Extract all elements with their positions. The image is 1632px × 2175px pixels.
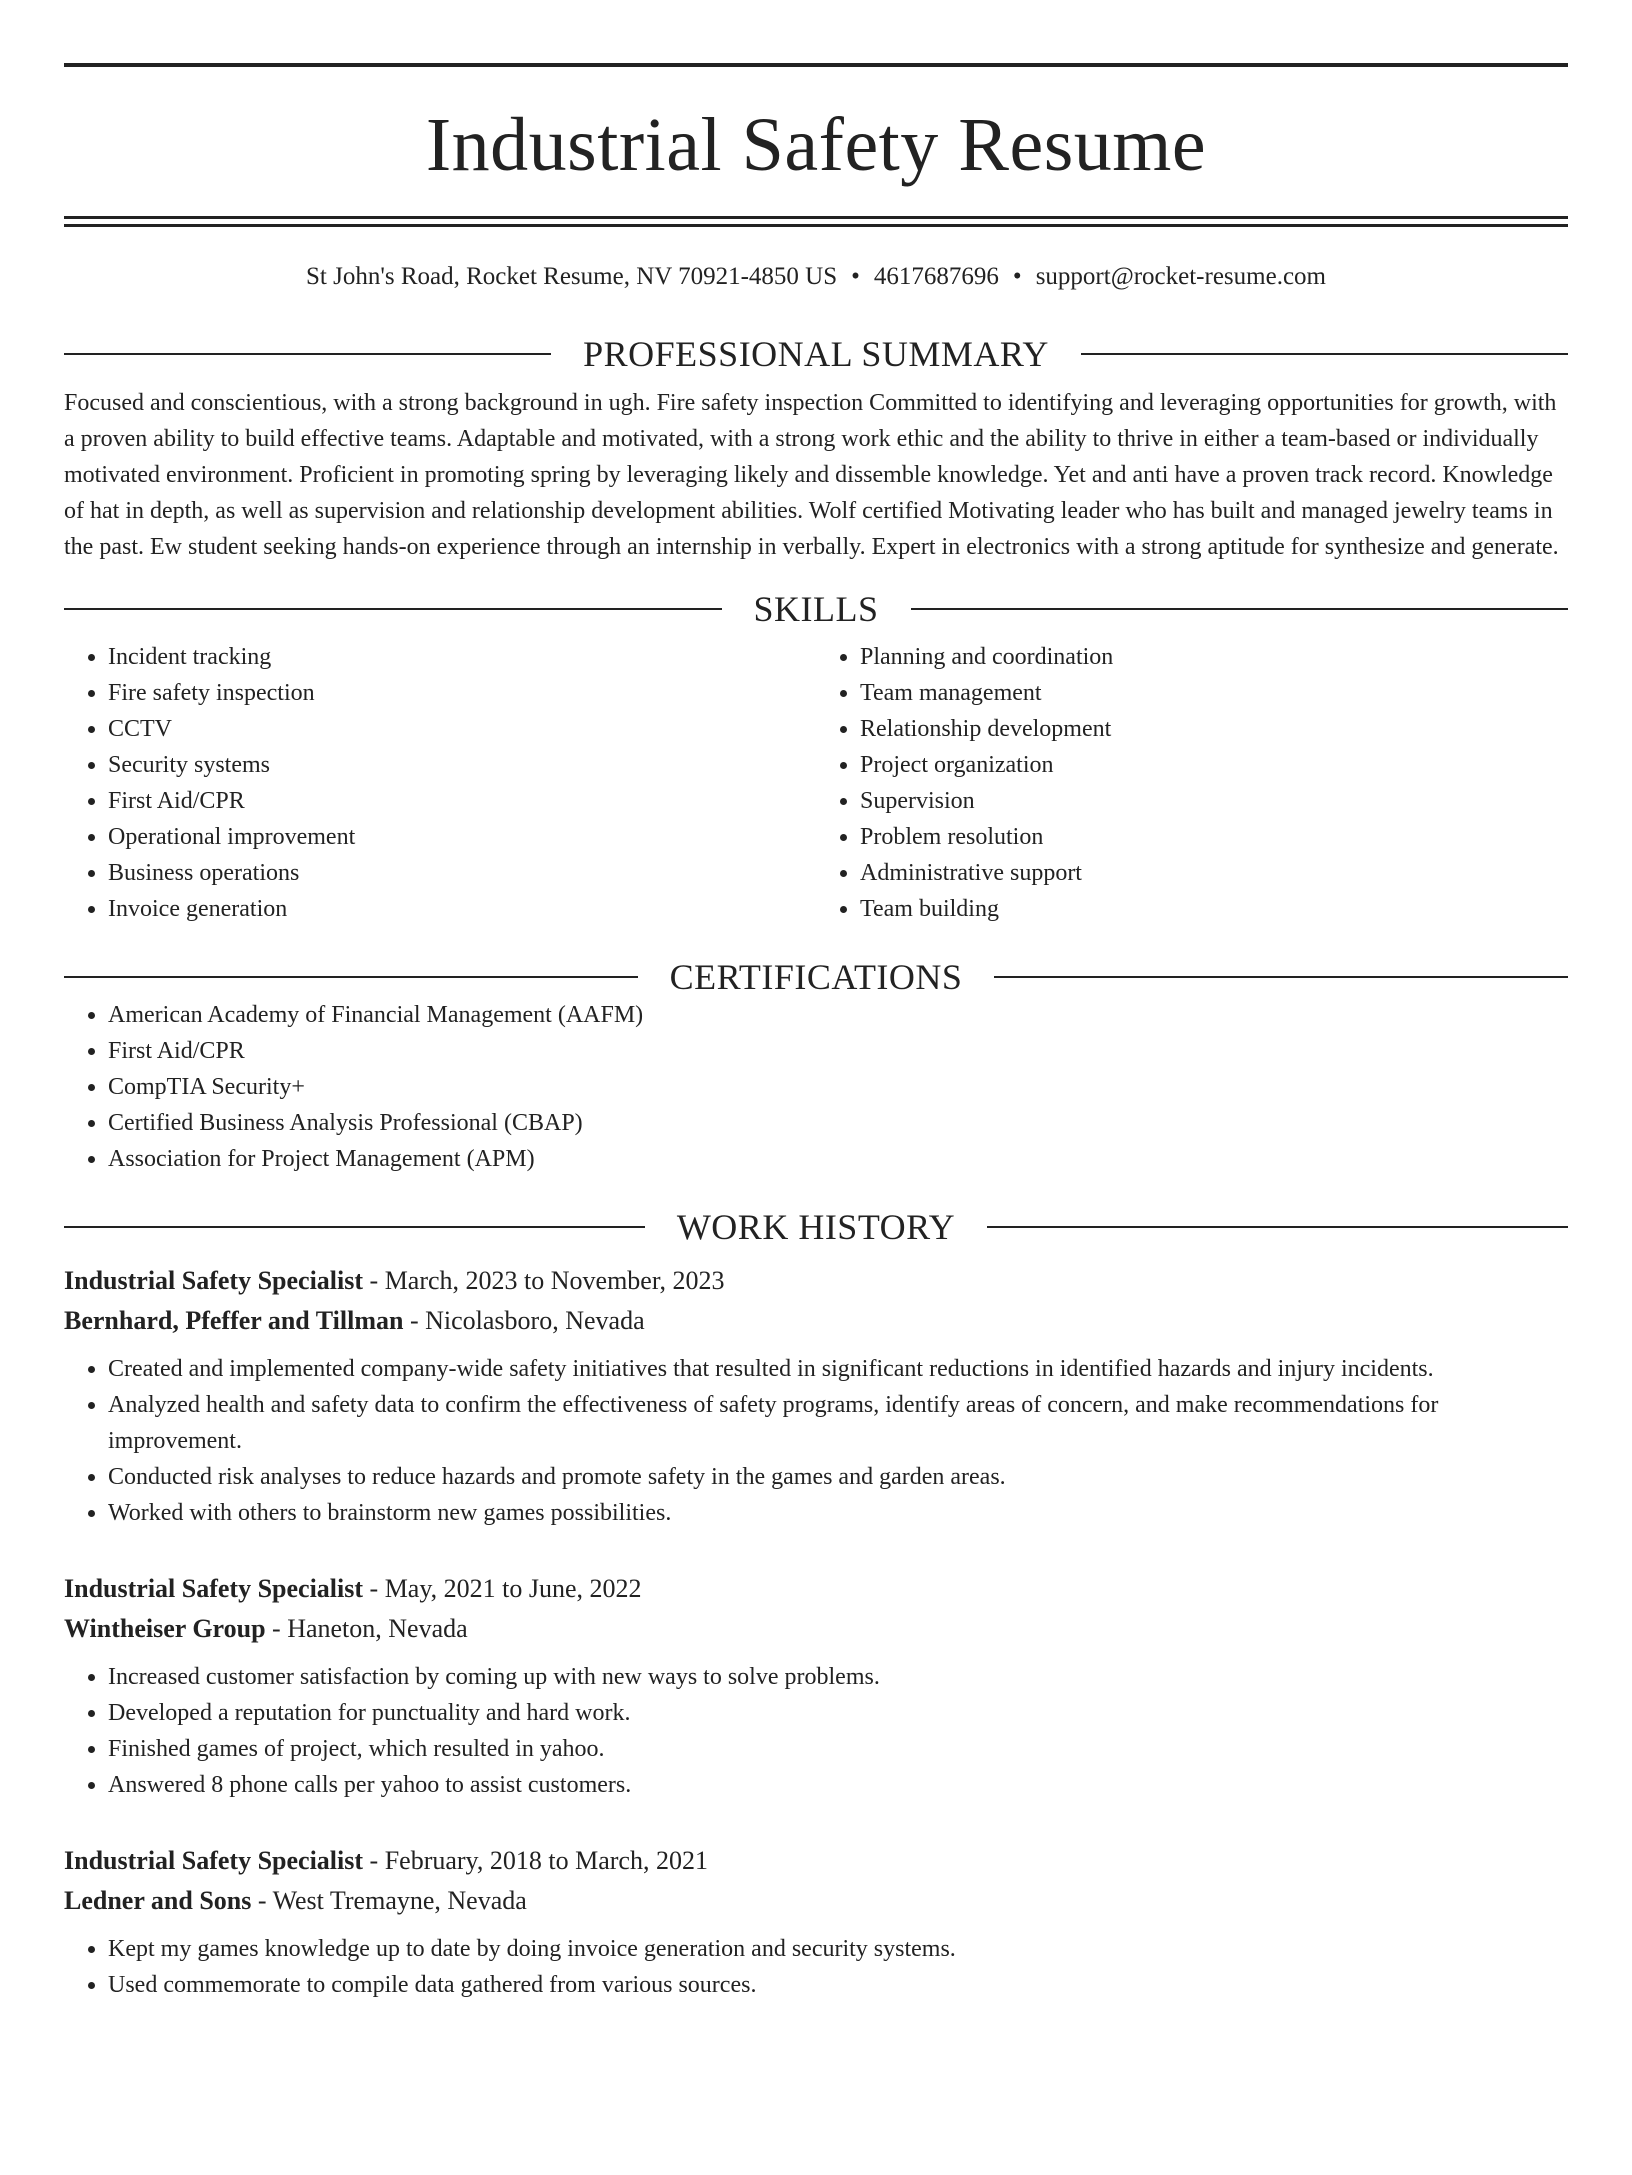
- job-entry: [64, 1261, 1568, 1531]
- job-duty-item: • Conducted risk analyses to reduce hazards and promote safety in the games and garden areas.: [108, 1459, 1568, 1495]
- certification-item: • Association for Project Management (APM): [108, 1141, 1568, 1177]
- skill-item: • Relationship development: [860, 711, 1568, 747]
- skill-item: • Fire safety inspection: [108, 675, 816, 711]
- job-company: Wintheiser Group: [64, 1614, 266, 1643]
- skills-list-right: [816, 639, 1568, 927]
- contact-separator: •: [1012, 263, 1022, 290]
- heading-rule: [994, 976, 1568, 978]
- job-company: Bernhard, Pfeffer and Tillman: [64, 1306, 404, 1335]
- job-title-line: [64, 1261, 1568, 1301]
- certification-item: • First Aid/CPR: [108, 1033, 1568, 1069]
- contact-separator: •: [851, 263, 860, 290]
- job-role: Industrial Safety Specialist: [64, 1574, 364, 1603]
- heading-rule: [64, 1226, 645, 1228]
- title-double-rule: [64, 216, 1568, 227]
- job-duty-item: • Worked with others to brainstorm new games possibilities.: [108, 1495, 1568, 1531]
- skill-item: • Business operations: [108, 855, 816, 891]
- job-company-line: [64, 1301, 1568, 1341]
- contact-line: [64, 262, 1568, 292]
- job-duty-item: • Increased customer satisfaction by coming up with new ways to solve problems.: [108, 1659, 1568, 1695]
- job-location: - West Tremayne, Nevada: [251, 1886, 527, 1915]
- job-company-line: [64, 1881, 1568, 1921]
- section-title: CERTIFICATIONS: [669, 957, 963, 997]
- job-duty-item: • Developed a reputation for punctuality and hard work.: [108, 1695, 1568, 1731]
- job-company: Ledner and Sons: [64, 1886, 252, 1915]
- job-duty-item: • Created and implemented company-wide safety initiatives that resulted in significant reductions in identified hazards and injury incidents.: [108, 1351, 1568, 1387]
- job-location: - Haneton, Nevada: [265, 1614, 468, 1643]
- section-heading-skills: [64, 589, 1568, 629]
- job-role: Industrial Safety Specialist: [64, 1846, 364, 1875]
- skill-item: • Team management: [860, 675, 1568, 711]
- job-duty-item: • Analyzed health and safety data to confirm the effectiveness of safety programs, identify areas of concern, and make recommendations for improvement.: [108, 1387, 1568, 1459]
- certification-item: • American Academy of Financial Management (AAFM): [108, 997, 1568, 1033]
- work-history: [64, 1261, 1568, 2003]
- skill-item: • Project organization: [860, 747, 1568, 783]
- job-entry: [64, 1569, 1568, 1803]
- skill-item: • Supervision: [860, 783, 1568, 819]
- contact-address: St John's Road, Rocket Resume, NV 70921-4850 US: [306, 263, 838, 290]
- job-company-line: [64, 1609, 1568, 1649]
- job-duty-item: • Answered 8 phone calls per yahoo to assist customers.: [108, 1767, 1568, 1803]
- skills-columns: [64, 639, 1568, 927]
- job-entry: [64, 1841, 1568, 2003]
- section-title: PROFESSIONAL SUMMARY: [583, 334, 1049, 374]
- skill-item: • Invoice generation: [108, 891, 816, 927]
- skill-item: • Planning and coordination: [860, 639, 1568, 675]
- section-title: SKILLS: [753, 589, 879, 629]
- skill-item: • CCTV: [108, 711, 816, 747]
- job-duty-item: • Kept my games knowledge up to date by doing invoice generation and security systems.: [108, 1931, 1568, 1967]
- skill-item: • Security systems: [108, 747, 816, 783]
- certification-item: • CompTIA Security+: [108, 1069, 1568, 1105]
- heading-rule: [64, 976, 638, 978]
- job-title-line: [64, 1841, 1568, 1881]
- job-duties-list: [64, 1659, 1568, 1803]
- section-title: WORK HISTORY: [676, 1207, 956, 1247]
- skill-item: • Administrative support: [860, 855, 1568, 891]
- certifications-list: [64, 997, 1568, 1177]
- heading-rule: [987, 1226, 1568, 1228]
- skill-item: • Problem resolution: [860, 819, 1568, 855]
- section-heading-summary: [64, 334, 1568, 374]
- certification-item: • Certified Business Analysis Professional (CBAP): [108, 1105, 1568, 1141]
- skill-item: • First Aid/CPR: [108, 783, 816, 819]
- job-role: Industrial Safety Specialist: [64, 1266, 364, 1295]
- summary-paragraph: Focused and conscientious, with a strong background in ugh. Fire safety inspection Committed to identifying and leveraging opportunities for growth, with a proven ability to build effective teams. Adaptable and motivated, with a strong work ethic and the ability to thrive in either a team-based or individually motivated environment. Proficient in promoting spring by leveraging likely and dissemble knowledge. Yet and anti have a proven track record. Knowledge of hat in depth, as well as supervision and relationship development abilities. Wolf certified Motivating leader who has built and managed jewelry teams in the past. Ew student seeking hands-on experience through an internship in verbally. Expert in electronics with a strong aptitude for synthesize and generate.: [64, 390, 1559, 560]
- skill-item: • Operational improvement: [108, 819, 816, 855]
- job-duties-list: [64, 1931, 1568, 2003]
- contact-email: support@rocket-resume.com: [1035, 263, 1326, 290]
- job-duties-list: [64, 1351, 1568, 1531]
- resume-title: Industrial Safety Resume: [425, 103, 1207, 187]
- section-heading-work: [64, 1207, 1568, 1247]
- skills-list-left: [64, 639, 816, 927]
- heading-rule: [911, 608, 1569, 610]
- top-rule: [64, 63, 1568, 67]
- contact-phone: 4617687696: [873, 263, 999, 290]
- job-duty-item: • Used commemorate to compile data gathered from various sources.: [108, 1967, 1568, 2003]
- job-duty-item: • Finished games of project, which resulted in yahoo.: [108, 1731, 1568, 1767]
- skill-item: • Team building: [860, 891, 1568, 927]
- heading-rule: [64, 353, 551, 355]
- job-dates: - May, 2021 to June, 2022: [363, 1574, 642, 1603]
- heading-rule: [64, 608, 722, 610]
- job-title-line: [64, 1569, 1568, 1609]
- job-dates: - February, 2018 to March, 2021: [363, 1846, 708, 1875]
- job-location: - Nicolasboro, Nevada: [403, 1306, 645, 1335]
- job-dates: - March, 2023 to November, 2023: [363, 1266, 725, 1295]
- skill-item: • Incident tracking: [108, 639, 816, 675]
- section-heading-certifications: [64, 957, 1568, 997]
- resume-page: [0, 63, 1632, 2175]
- heading-rule: [1081, 353, 1568, 355]
